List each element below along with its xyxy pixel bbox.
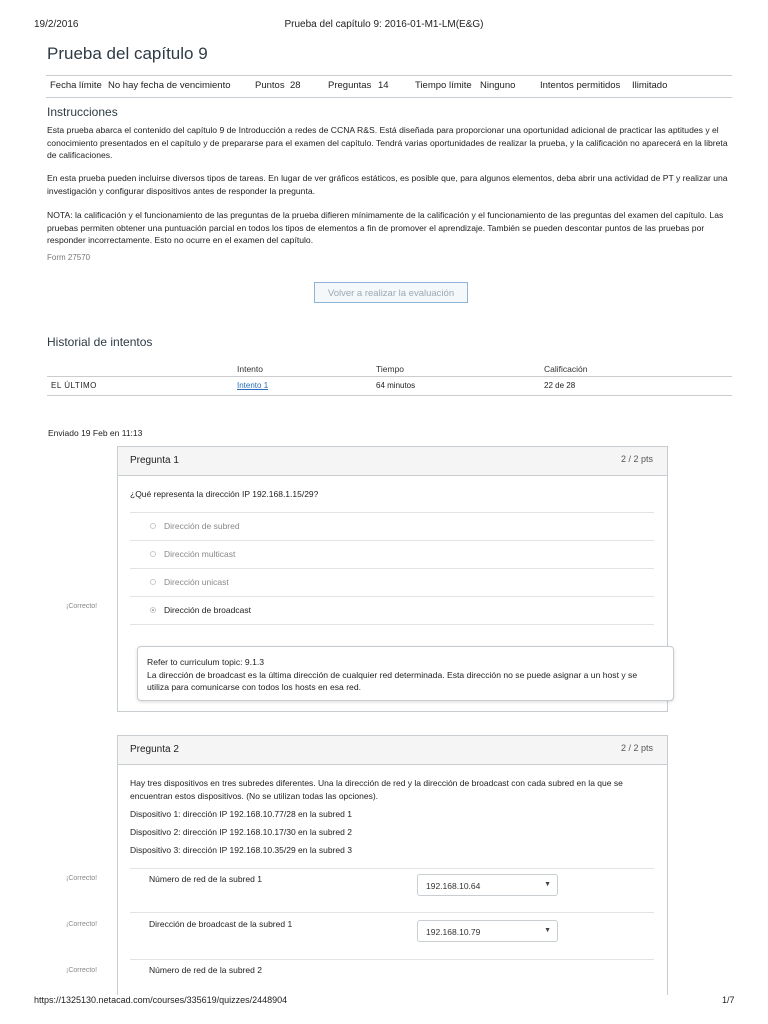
feedback-explanation: La dirección de broadcast es la última dirección de cualquier red determinada. Esta dirección no se puede asignar a un host y se utiliza para comunicarse con todos los hosts en esa red.	[147, 669, 638, 692]
history-row-label: EL ÚLTIMO	[51, 381, 97, 390]
radio-icon[interactable]	[150, 523, 156, 529]
match-label: Número de red de la subred 1	[149, 874, 262, 884]
retake-quiz-button[interactable]: Volver a realizar la evaluación	[314, 282, 468, 303]
match-divider	[130, 868, 654, 869]
subnet1-broadcast-select[interactable]	[417, 920, 558, 942]
question-1-feedback	[137, 646, 674, 701]
history-heading: Historial de intentos	[47, 335, 153, 349]
question-2-text: Hay tres dispositivos en tres subredes diferentes. Una la dirección de red y la dirección de broadcast con cada subred en la que se encuentran estos dispositivos. (No se utilizan todas las opciones).	[130, 778, 623, 801]
chevron-down-icon: ▼	[544, 927, 551, 934]
question-1-title: Pregunta 1	[130, 455, 179, 466]
history-divider	[47, 395, 732, 396]
select-value: 192.168.10.64	[426, 881, 481, 891]
answer-label: Dirección de broadcast	[164, 605, 251, 615]
question-2-card	[117, 735, 668, 995]
points-value: 28	[290, 80, 301, 91]
radio-icon[interactable]	[150, 551, 156, 557]
time-limit-label: Tiempo límite	[415, 80, 472, 91]
answer-divider	[130, 624, 654, 625]
match-divider	[130, 959, 654, 960]
print-url: https://1325130.netacad.com/courses/335619/quizzes/2448904	[34, 995, 288, 1005]
correct-marker: ¡Correcto!	[66, 921, 98, 928]
form-id: Form 27570	[47, 253, 91, 262]
instructions-heading: Instrucciones	[47, 105, 118, 119]
history-row-time: 64 minutos	[376, 381, 416, 390]
feedback-text	[147, 656, 657, 694]
match-divider	[130, 912, 654, 913]
match-label: Dirección de broadcast de la subred 1	[149, 919, 293, 929]
answer-label: Dirección de subred	[164, 521, 240, 531]
question-1-text: ¿Qué representa la dirección IP 192.168.1.15/29?	[130, 489, 319, 499]
answer-option[interactable]	[130, 540, 654, 569]
history-divider	[47, 376, 732, 377]
questions-value: 14	[378, 80, 389, 91]
history-row-score: 22 de 28	[544, 381, 576, 390]
question-2-title: Pregunta 2	[130, 744, 179, 755]
answer-option[interactable]	[130, 568, 654, 597]
radio-icon[interactable]	[150, 579, 156, 585]
chevron-down-icon: ▼	[544, 881, 551, 888]
attempts-value: Ilimitado	[632, 80, 668, 91]
question-1-points: 2 / 2 pts	[620, 454, 653, 464]
device-3-text: Dispositivo 3: dirección IP 192.168.10.35/29 en la subred 3	[130, 845, 352, 855]
history-col-time: Tiempo	[376, 364, 405, 374]
history-col-attempt: Intento	[237, 364, 263, 374]
history-col-score: Calificación	[544, 364, 588, 374]
select-value: 192.168.10.79	[426, 927, 481, 937]
points-label: Puntos	[255, 80, 285, 91]
radio-selected-icon[interactable]	[150, 607, 156, 613]
subnet1-network-select[interactable]	[417, 874, 558, 896]
question-2-points: 2 / 2 pts	[620, 743, 653, 753]
answer-option-selected[interactable]	[130, 596, 654, 625]
questions-label: Preguntas	[328, 80, 372, 91]
due-value: No hay fecha de vencimiento	[108, 80, 231, 91]
device-1-text: Dispositivo 1: dirección IP 192.168.10.77/28 en la subred 1	[130, 809, 352, 819]
time-limit-value: Ninguno	[480, 80, 516, 91]
quiz-info-bar	[46, 75, 732, 98]
correct-marker: ¡Correcto!	[66, 603, 98, 610]
page-title: Prueba del capítulo 9	[47, 44, 208, 63]
match-label: Número de red de la subred 2	[149, 965, 262, 975]
print-page-number: 1/7	[722, 995, 735, 1005]
answer-option[interactable]	[130, 512, 654, 541]
question-2-header	[118, 736, 667, 765]
instructions-paragraph: Esta prueba abarca el contenido del capítulo 9 de Introducción a redes de CCNA R&S. Está diseñada para proporcionar una oportunidad adicional de practicar las aptitudes y el conocimiento presentados en el capítulo y de prepararse para el examen del capítulo. Tendrá varias oportunidades de realizar la prueba, y la calificación no aparecerá en la libreta de calificaciones.	[47, 125, 728, 160]
due-label: Fecha límite	[50, 80, 102, 91]
attempt-1-link[interactable]: Intento 1	[237, 381, 269, 390]
question-1-header	[118, 447, 667, 476]
feedback-topic: Refer to curriculum topic: 9.1.3	[147, 657, 265, 667]
correct-marker: ¡Correcto!	[66, 875, 98, 882]
print-date: 19/2/2016	[34, 19, 79, 30]
device-2-text: Dispositivo 2: dirección IP 192.168.10.17/30 en la subred 2	[130, 827, 352, 837]
correct-marker: ¡Correcto!	[66, 967, 98, 974]
submitted-info: Enviado 19 Feb en 11:13	[48, 428, 143, 438]
instructions-paragraph: En esta prueba pueden incluirse diversos tipos de tareas. En lugar de ver gráficos estáticos, es posible que, para algunos elementos, deba abrir una actividad de PT y realizar una investigación y configurar dispositivos antes de responder la pregunta.	[47, 173, 728, 196]
instructions-paragraph: NOTA: la calificación y el funcionamiento de las preguntas de la prueba difieren mínimamente de la calificación y el funcionamiento de las preguntas del examen del capítulo. Las pruebas permiten obtener una puntuación parcial en todos los tipos de elementos a fin de promover el aprendizaje. También se pueden descontar puntos de las pruebas por responder incorrectamente. Esto no ocurre en el examen del capítulo.	[47, 210, 724, 245]
answer-label: Dirección unicast	[164, 577, 229, 587]
answer-label: Dirección multicast	[164, 549, 236, 559]
print-title: Prueba del capítulo 9: 2016-01-M1-LM(E&G)	[284, 19, 484, 30]
attempts-label: Intentos permitidos	[540, 80, 621, 91]
